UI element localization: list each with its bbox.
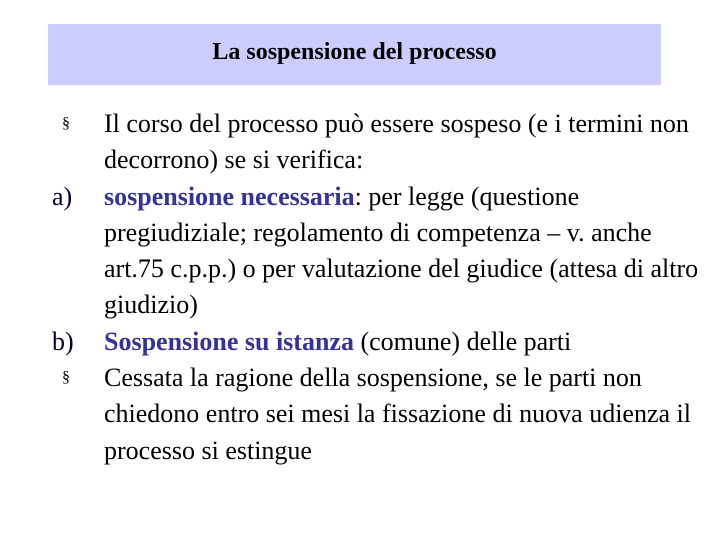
list-item-intro xyxy=(52,106,712,179)
item-text: (comune) delle parti xyxy=(353,326,572,356)
item-text: : per legge (questione pregiudiziale; regolamento di competenza – v. anche art.75 c.p.p.) o per valutazione del giudice (attesa di altro giudizio) xyxy=(104,181,699,320)
list-item-text xyxy=(104,179,712,324)
list-item-text xyxy=(104,360,712,469)
list-item-text xyxy=(104,324,712,360)
list-item-b xyxy=(52,324,712,360)
list-item-a xyxy=(52,179,712,324)
title-banner xyxy=(48,24,661,85)
item-text: Cessata la ragione della sospensione, se le parti non chiedono entro sei mesi la fissazione di nuova udienza il processo si estingue xyxy=(104,363,691,465)
slide-body xyxy=(52,106,712,469)
list-item-conclusion xyxy=(52,360,712,469)
highlighted-term: Sospensione su istanza xyxy=(104,326,354,356)
square-bullet-icon: § xyxy=(62,115,70,132)
highlighted-term: sospensione necessaria xyxy=(104,181,355,211)
list-marker-b: b) xyxy=(52,326,74,356)
item-text: Il corso del processo può essere sospeso (e i termini non decorrono) se si verifica: xyxy=(104,109,689,175)
slide-title: La sospensione del processo xyxy=(212,39,497,65)
list-marker-a: a) xyxy=(52,181,73,211)
square-bullet-icon: § xyxy=(62,369,70,387)
list-item-text xyxy=(104,106,712,179)
